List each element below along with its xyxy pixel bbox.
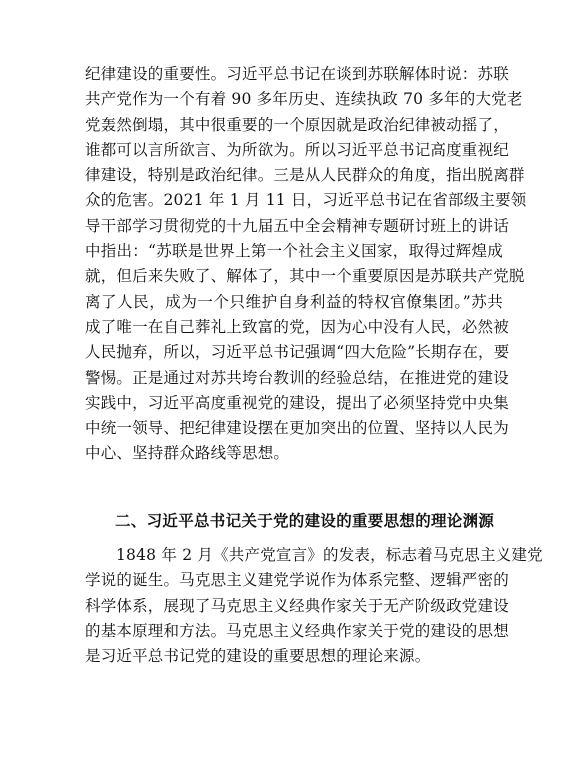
- paragraph-line: 的基本原理和方法。马克思主义经典作家关于党的建设的思想: [85, 621, 509, 640]
- paragraph-line: 中心、坚持群众路线等思想。: [85, 444, 290, 463]
- paragraph-line: 导干部学习贯彻党的十九届五中全会精神专题研讨班上的讲话: [85, 216, 509, 235]
- paragraph-line: 人民抛弃，所以，习近平总书记强调“四大危险”长期存在，要: [85, 343, 510, 362]
- paragraph-line: 谁都可以言所欲言、为所欲为。所以习近平总书记高度重视纪: [85, 140, 509, 159]
- section-heading: 二、习近平总书记关于党的建设的重要思想的理论渊源: [115, 511, 495, 530]
- paragraph-line: 众的危害。2021 年 1 月 11 日，习近平总书记在省部级主要领: [85, 191, 527, 210]
- paragraph-line: 警惕。正是通过对苏共垮台教训的经验总结，在推进党的建设: [85, 368, 509, 387]
- paragraph-line: 科学体系，展现了马克思主义经典作家关于无产阶级政党建设: [85, 596, 509, 615]
- paragraph-line: 离了人民，成为一个只维护自身利益的特权官僚集团。”苏共: [85, 292, 503, 311]
- paragraph-line: 学说的诞生。马克思主义建党学说作为体系完整、逻辑严密的: [85, 571, 509, 590]
- paragraph-line: 成了唯一在自己葬礼上致富的党，因为心中没有人民，必然被: [85, 317, 509, 336]
- paragraph-collapse-lessons: [85, 62, 527, 467]
- paragraph-line: 共产党作为一个有着 90 多年历史、连续执政 70 多年的大党老: [85, 90, 523, 109]
- paragraph-theoretical-origin: [85, 543, 543, 669]
- paragraph-line: 就，但后来失败了、解体了，其中一个重要原因是苏联共产党脱: [85, 267, 525, 286]
- paragraph-line: 实践中，习近平高度重视党的建设，提出了必须坚持党中央集: [85, 393, 509, 412]
- paragraph-line: 律建设，特别是政治纪律。三是从人民群众的角度，指出脱离群: [85, 166, 525, 185]
- paragraph-line: 纪律建设的重要性。习近平总书记在谈到苏联解体时说：苏联: [85, 65, 509, 83]
- paragraph-line: 中指出：“苏联是世界上第一个社会主义国家，取得过辉煌成: [85, 242, 503, 261]
- paragraph-line: 中统一领导、把纪律建设摆在更加突出的位置、坚持以人民为: [85, 419, 509, 438]
- paragraph-line: 1848 年 2 月《共产党宣言》的发表，标志着马克思主义建党: [116, 546, 543, 564]
- paragraph-line: 党轰然倒塌，其中很重要的一个原因就是政治纪律被动摇了，: [85, 115, 509, 134]
- paragraph-line: 是习近平总书记党的建设的重要思想的理论来源。: [85, 647, 431, 666]
